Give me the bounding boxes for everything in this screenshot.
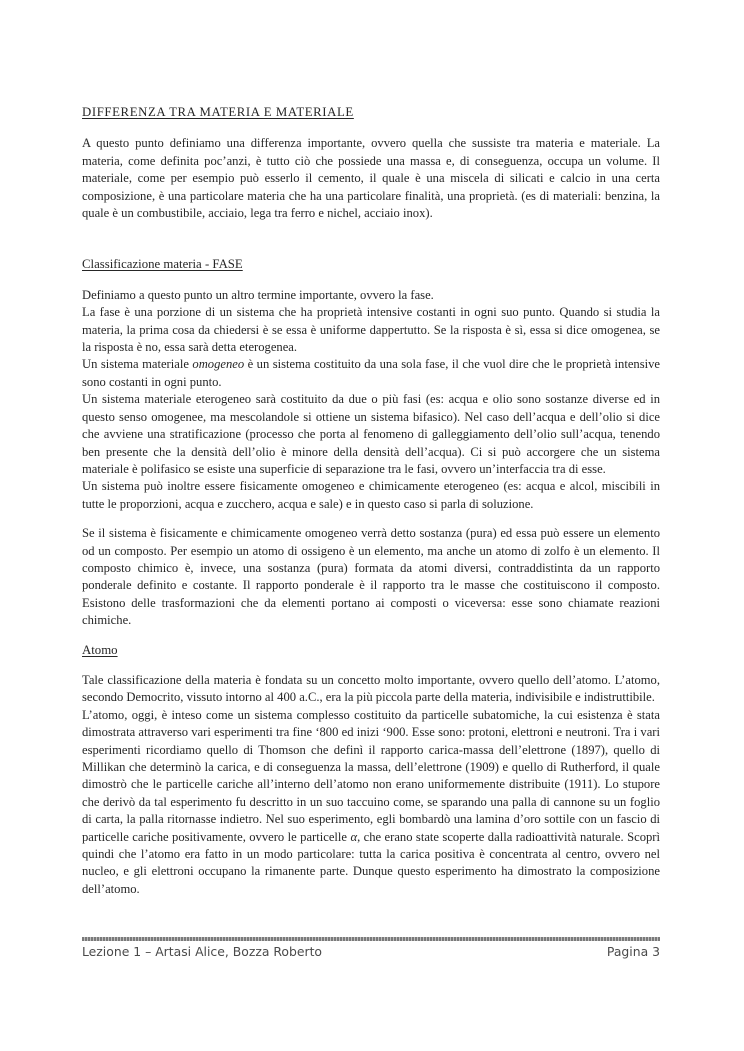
paragraph: Un sistema può inoltre essere fisicamente omogeneo e chimicamente eterogeneo (es: acqua e alcol, miscibili in tutte le proporzioni, acqua e zucchero, acqua e sale) e in questo caso si parla di soluzione. bbox=[82, 479, 660, 511]
section-heading-atomo: Atomo bbox=[82, 642, 118, 657]
paragraph-text: Un sistema materiale bbox=[82, 357, 193, 372]
paragraph bbox=[82, 707, 660, 898]
paragraph: Se il sistema è fisicamente e chimicamente omogeneo verrà detto sostanza (pura) ed essa può essere un elemento od un composto. Per esempio un atomo di ossigeno è un elemento, ma anche un atomo di zolfo è un elemento. Il composto chimico è, invece, una sostanza (pura) formata da atomi diversi, contraddistinta da un rapporto ponderale definito e costante. Il rapporto ponderale è il rapporto tra le masse che costituiscono il composto. Esistono delle trasformazioni che da elementi portano ai composti o viceversa: esse sono chiamate reazioni chimiche. bbox=[82, 526, 660, 628]
paragraph: La fase è una porzione di un sistema che ha proprietà intensive costanti in ogni suo punto. Quando si studia la materia, la prima cosa da chiedersi è se essa è uniforme dappertutto. Se la risposta è sì, essa si dice omogenea, se la risposta è no, essa sarà detta eterogenea. bbox=[82, 305, 660, 355]
paragraph-text: , che erano state scoperte dalla radioattività naturale. Scoprì quindi che l’atomo era fatto in un modo particolare: tutta la carica positiva è concentrata al centro, ovvero nel nucleo, e gli elettroni occupano la rimanente parte. Dunque questo esperimento ha dimostrato la composizione dell’atomo. bbox=[82, 829, 660, 896]
paragraph-text: è un sistema costituito da una sola fase, il che vuol dire che le proprietà intensive sono costanti in ogni punto. bbox=[82, 357, 660, 389]
paragraph bbox=[82, 356, 660, 391]
footer-divider bbox=[82, 937, 660, 941]
paragraph: A questo punto definiamo una differenza importante, ovvero quella che sussiste tra materia e materiale. La materia, come definita poc’anzi, è tutto ciò che possiede una massa e, di conseguenza, occupa un volume. Il materiale, come per esempio può esserlo il cemento, il quale è una miscela di silicati e calcio in una certa composizione, è una particolare materia che ha una particolare finalità, una proprietà. (es di materiali: benzina, la quale è un combustibile, acciaio, lega tra ferro e nichel, acciaio inox). bbox=[82, 136, 660, 221]
emphasis-term: omogeneo bbox=[192, 357, 245, 372]
section-heading-fase: Classificazione materia - FASE bbox=[82, 257, 243, 272]
paragraph: Un sistema materiale eterogeneo sarà costituito da due o più fasi (es: acqua e olio sono sostanze diverse ed in questo senso omogenee, ma mescolandole si ottiene un sistema bifasico). Nel caso dell’acqua e dell’olio si dice che avviene una stratificazione (processo che porta al fenomeno di galleggiamento dell’olio sull’acqua, tenendo ben presente che la densità dell’olio è minore della densità dell’acqua). Ci si può accorgere che un sistema materiale è polifasico se esiste una superficie di separazione tra le fasi, ovvero un’interfaccia tra di esse. bbox=[82, 392, 660, 476]
paragraph-text: L’atomo, oggi, è inteso come un sistema complesso costituito da particelle subatomiche, la cui esistenza è stata dimostrata attraverso vari esperimenti tra fine ‘800 ed inizi ‘900. Esse sono: protoni, elettroni e neutroni. Tra i vari esperimenti ricordiamo quello di Thomson che definì il rapporto carica-massa dell’elettrone (1897), quello di Millikan che determinò la carica, e di conseguenza la massa, dell’elettrone (1909) e quello di Rutherford, il quale dimostrò che le particelle cariche all’interno dell’atomo non erano uniformemente distribuite (1911). Lo stupore che derivò da tal esperimento fu descritto in un suo taccuino come, se sparando una palla di cannone su un foglio di carta, la palla ritornasse indietro. Nel suo esperimento, egli bombardò una lamina d’oro sottile con un fascio di particelle cariche positivamente, ovvero le particelle bbox=[82, 707, 660, 844]
page-content bbox=[82, 104, 660, 898]
footer-page-number: Pagina 3 bbox=[606, 944, 660, 959]
paragraph: Definiamo a questo punto un altro termine importante, ovvero la fase. bbox=[82, 287, 434, 302]
page-footer bbox=[82, 944, 660, 959]
section-heading-materia-materiale: DIFFERENZA TRA MATERIA E MATERIALE bbox=[82, 105, 354, 119]
paragraph: Tale classificazione della materia è fondata su un concetto molto importante, ovvero quello dell’atomo. L’atomo, secondo Democrito, vissuto intorno al 400 a.C., era la più piccola parte della materia, indivisibile e indistruttibile. bbox=[82, 672, 660, 705]
alpha-symbol: α bbox=[350, 829, 358, 844]
footer-lesson-authors: Lezione 1 – Artasi Alice, Bozza Roberto bbox=[82, 944, 323, 959]
